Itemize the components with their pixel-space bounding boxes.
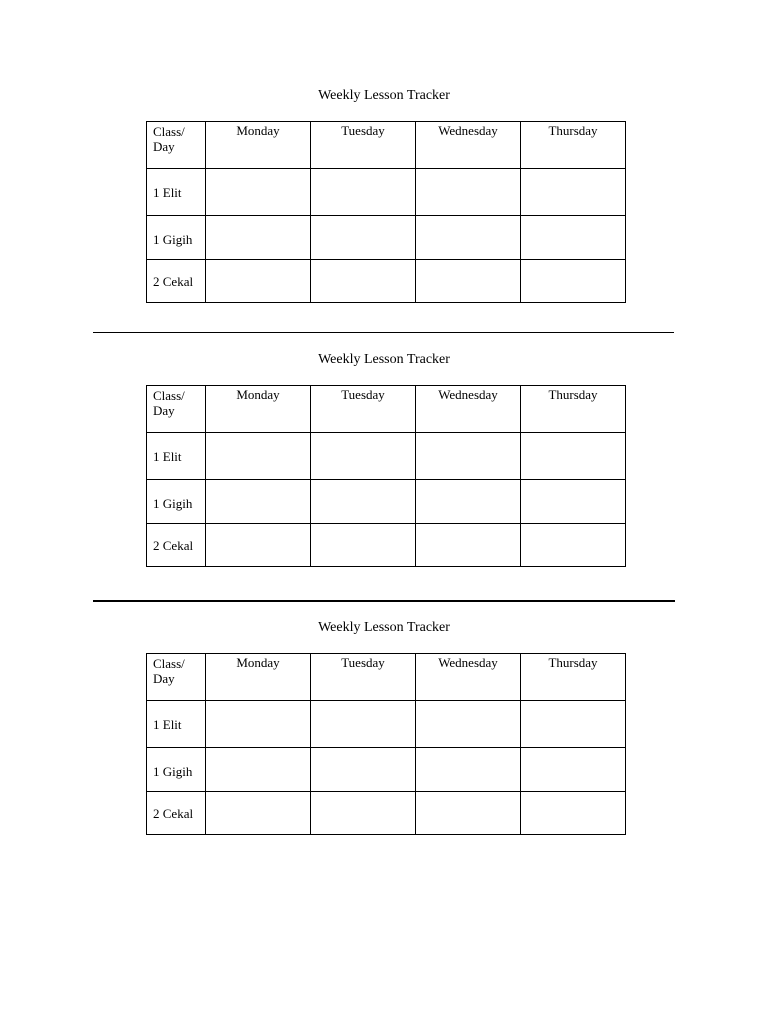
- lesson-tracker-table: [146, 385, 626, 567]
- lesson-cell[interactable]: [521, 169, 626, 216]
- lesson-cell[interactable]: [416, 260, 521, 303]
- day-header-cell[interactable]: [206, 654, 311, 701]
- class-label: 1 Gigih: [153, 232, 193, 247]
- tracker-title: Weekly Lesson Tracker: [318, 88, 450, 103]
- class-label: 2 Cekal: [153, 538, 194, 553]
- day-header-label: Tuesday: [341, 387, 385, 402]
- lesson-cell[interactable]: [416, 792, 521, 835]
- lesson-cell[interactable]: [311, 169, 416, 216]
- day-header-label: Wednesday: [438, 655, 498, 670]
- day-header-cell[interactable]: [311, 654, 416, 701]
- lesson-cell[interactable]: [311, 260, 416, 303]
- class-label-cell[interactable]: [147, 169, 206, 216]
- class-label: 1 Gigih: [153, 496, 193, 511]
- day-header-label: Thursday: [548, 123, 598, 138]
- lesson-cell[interactable]: [416, 216, 521, 260]
- class-label: 2 Cekal: [153, 806, 194, 821]
- class-label-cell[interactable]: [147, 792, 206, 835]
- lesson-cell[interactable]: [206, 169, 311, 216]
- lesson-cell[interactable]: [416, 524, 521, 567]
- class-label: 2 Cekal: [153, 274, 194, 289]
- lesson-cell[interactable]: [416, 701, 521, 748]
- day-header-label: Tuesday: [341, 655, 385, 670]
- corner-label: Class/ Day: [153, 656, 185, 686]
- lesson-cell[interactable]: [521, 701, 626, 748]
- day-header-label: Tuesday: [341, 123, 385, 138]
- day-header-label: Thursday: [548, 655, 598, 670]
- lesson-cell[interactable]: [311, 792, 416, 835]
- lesson-cell[interactable]: [521, 792, 626, 835]
- lesson-cell[interactable]: [521, 216, 626, 260]
- class-label-cell[interactable]: [147, 433, 206, 480]
- lesson-cell[interactable]: [311, 480, 416, 524]
- lesson-cell[interactable]: [206, 748, 311, 792]
- day-header-cell[interactable]: [521, 654, 626, 701]
- class-label-cell[interactable]: [147, 480, 206, 524]
- lesson-cell[interactable]: [206, 216, 311, 260]
- corner-header-cell[interactable]: [147, 386, 206, 433]
- class-label-cell[interactable]: [147, 216, 206, 260]
- section-divider: [93, 600, 675, 602]
- lesson-cell[interactable]: [311, 701, 416, 748]
- day-header-cell[interactable]: [416, 386, 521, 433]
- lesson-cell[interactable]: [521, 480, 626, 524]
- lesson-cell[interactable]: [206, 480, 311, 524]
- lesson-cell[interactable]: [311, 433, 416, 480]
- class-label-cell[interactable]: [147, 524, 206, 567]
- day-header-cell[interactable]: [521, 386, 626, 433]
- lesson-cell[interactable]: [521, 433, 626, 480]
- class-label: 1 Elit: [153, 185, 182, 200]
- class-label: 1 Elit: [153, 717, 182, 732]
- tracker-title: Weekly Lesson Tracker: [318, 620, 450, 635]
- lesson-cell[interactable]: [311, 524, 416, 567]
- lesson-cell[interactable]: [416, 748, 521, 792]
- lesson-cell[interactable]: [206, 792, 311, 835]
- day-header-cell[interactable]: [416, 654, 521, 701]
- class-label-cell[interactable]: [147, 748, 206, 792]
- section-divider: [93, 332, 674, 333]
- day-header-label: Monday: [236, 123, 280, 138]
- lesson-cell[interactable]: [206, 701, 311, 748]
- lesson-cell[interactable]: [521, 524, 626, 567]
- corner-header-cell[interactable]: [147, 122, 206, 169]
- class-label: 1 Elit: [153, 449, 182, 464]
- day-header-label: Monday: [236, 387, 280, 402]
- lesson-tracker-table: [146, 121, 626, 303]
- lesson-cell[interactable]: [311, 216, 416, 260]
- lesson-cell[interactable]: [206, 260, 311, 303]
- lesson-tracker-table: [146, 653, 626, 835]
- lesson-cell[interactable]: [521, 748, 626, 792]
- day-header-cell[interactable]: [416, 122, 521, 169]
- day-header-cell[interactable]: [521, 122, 626, 169]
- class-label: 1 Gigih: [153, 764, 193, 779]
- lesson-cell[interactable]: [206, 433, 311, 480]
- tracker-title: Weekly Lesson Tracker: [318, 352, 450, 367]
- day-header-cell[interactable]: [206, 122, 311, 169]
- lesson-cell[interactable]: [416, 480, 521, 524]
- lesson-cell[interactable]: [311, 748, 416, 792]
- day-header-cell[interactable]: [311, 386, 416, 433]
- corner-label: Class/ Day: [153, 388, 185, 418]
- corner-header-cell[interactable]: [147, 654, 206, 701]
- lesson-cell[interactable]: [206, 524, 311, 567]
- class-label-cell[interactable]: [147, 260, 206, 303]
- class-label-cell[interactable]: [147, 701, 206, 748]
- day-header-label: Wednesday: [438, 123, 498, 138]
- day-header-cell[interactable]: [206, 386, 311, 433]
- day-header-cell[interactable]: [311, 122, 416, 169]
- lesson-cell[interactable]: [416, 169, 521, 216]
- day-header-label: Thursday: [548, 387, 598, 402]
- corner-label: Class/ Day: [153, 124, 185, 154]
- lesson-cell[interactable]: [521, 260, 626, 303]
- day-header-label: Wednesday: [438, 387, 498, 402]
- lesson-cell[interactable]: [416, 433, 521, 480]
- day-header-label: Monday: [236, 655, 280, 670]
